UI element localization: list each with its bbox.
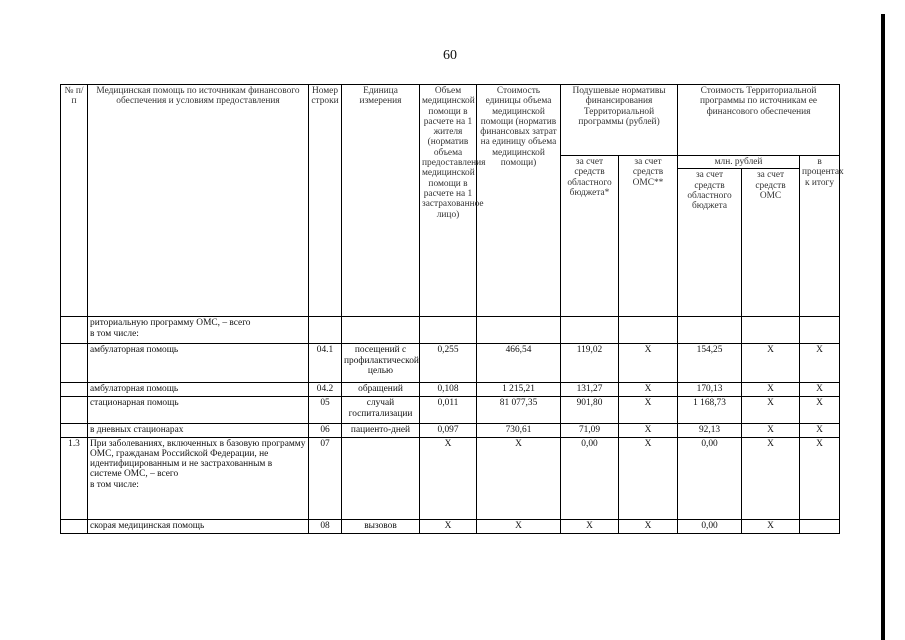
table-row: в дневных стационарах 06 пациенто-дней 0,097 730,61 71,09 X 92,13 X X: [61, 424, 840, 437]
header-per-capita-oms: за счет средств ОМС**: [619, 156, 678, 317]
table-row: амбулаторная помощь 04.2 обращений 0,108 1 215,21 131,27 X 170,13 X X: [61, 383, 840, 397]
table-row: 1.3 При заболеваниях, включенных в базовую программу ОМС, гражданам Российской Федерации, не идентифицированным и не застрахованным в системе ОМС, – всего в том числе: 07 X X 0,00 X 0,00 X X: [61, 437, 840, 519]
table-row: амбулаторная помощь 04.1 посещений с профилактической целью 0,255 466,54 119,02 X 154,25 X X: [61, 344, 840, 383]
page-number: 60: [443, 48, 457, 63]
header-mln-rub: млн. рублей: [678, 156, 800, 169]
table-row: скорая медицинская помощь 08 вызовов X X X X 0,00 X: [61, 519, 840, 533]
header-cost-program: Стоимость Территориальной программы по источникам ее финансового обеспечения: [678, 85, 840, 156]
header-row-number: Номер строки: [309, 85, 342, 317]
header-volume: Объем медицинской помощи в расчете на 1 жителя (норматив объема предоставления медицинской помощи в расчете на 1 застрахованное лицо): [420, 85, 477, 317]
header-per-capita-regional: за счет средств областного бюджета*: [561, 156, 619, 317]
header-medical-care: Медицинская помощь по источникам финансового обеспечения и условиям предоставления: [88, 85, 309, 317]
header-unit: Единица измерения: [342, 85, 420, 317]
header-percent: в процентах к итогу: [800, 156, 840, 317]
header-cost-regional: за счет средств областного бюджета: [678, 169, 742, 317]
header-unit-cost: Стоимость единицы объема медицинской помощи (норматив финансовых затрат на единицу объема медицинской помощи): [477, 85, 561, 317]
table-row: стационарная помощь 05 случай госпитализации 0,011 81 077,35 901,80 X 1 168,73 X X: [61, 397, 840, 424]
header-cost-oms: за счет средств ОМС: [742, 169, 800, 317]
header-per-capita: Подушевые нормативы финансирования Территориальной программы (рублей): [561, 85, 678, 156]
scan-edge-bar: [881, 14, 885, 640]
financing-table: [60, 84, 844, 534]
table-row: риториальную программу ОМС, – всего в том числе:: [61, 317, 840, 344]
header-num: № п/п: [61, 85, 88, 317]
